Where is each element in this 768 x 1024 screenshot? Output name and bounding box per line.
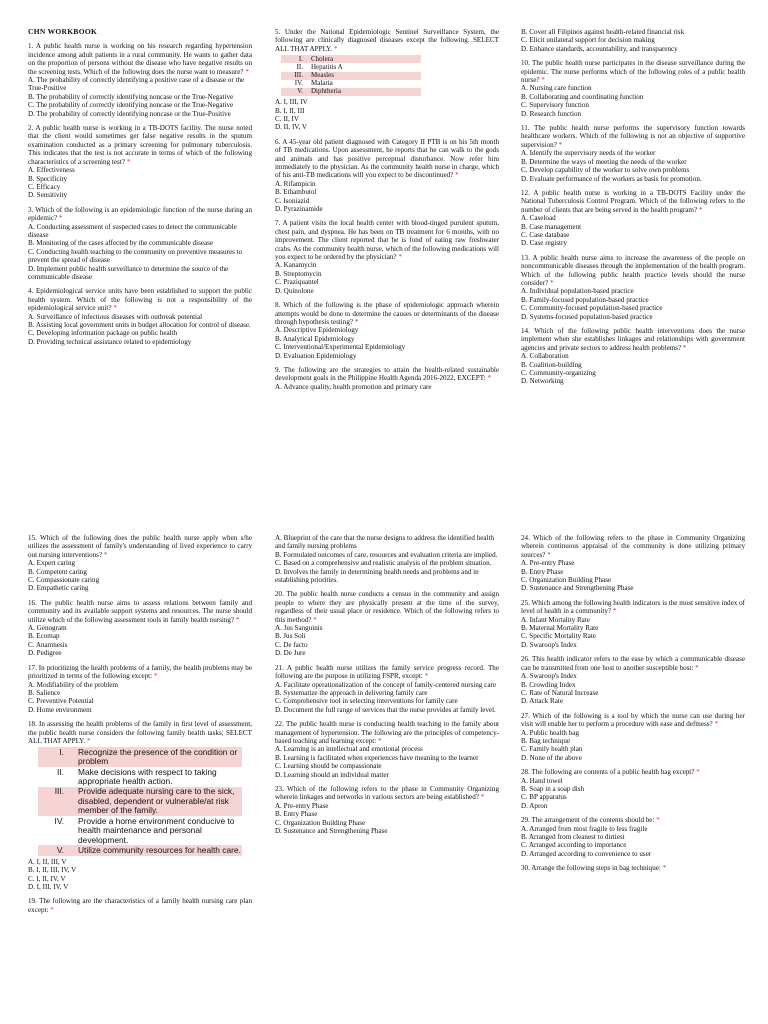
answer-option: D. Empathetic caring (28, 584, 89, 593)
required-asterisk: * (153, 672, 158, 681)
question-block (521, 655, 745, 705)
item-text: Diphtheria (311, 87, 341, 96)
answer-option: C. Family health plan (521, 745, 583, 754)
answer-option: B. Learning is facilitated when experiences have meaning to the learner (275, 753, 479, 762)
answer-option: A. Jus Sanguinis (275, 624, 323, 633)
answer-option: B. I, II, III (275, 106, 305, 115)
question-block (275, 301, 499, 360)
answer-option: D. Attack Rate (521, 697, 563, 706)
question-stem (521, 124, 745, 149)
answer-option: C. Supervisory function (521, 101, 589, 110)
question-block (521, 124, 745, 183)
answer-option: A. Kanamycin (275, 261, 317, 270)
workbook-title: CHN WORKBOOK (28, 27, 98, 36)
question-9-continued (521, 28, 745, 53)
answer-option: A. Swaroop's Index (521, 672, 577, 681)
required-asterisk: * (235, 615, 240, 624)
answer-option: C. Preventive Potential (28, 697, 94, 706)
answer-option: C. Case database (521, 230, 570, 239)
question-list (28, 534, 252, 914)
answer-option: B. Specificity (28, 174, 68, 183)
answer-option: A. The probability of correctly identifying a positive case of a disease or the True-Positive (28, 76, 245, 93)
roman-list-item (38, 787, 242, 816)
item-text: Measles (311, 70, 334, 79)
question-block (28, 206, 252, 282)
required-asterisk: * (455, 171, 459, 180)
answer-option: D. Evaluate performance of the workers as basis for promotion. (521, 174, 702, 183)
question-stem (521, 655, 745, 672)
answer-option: B. Streptomycin (275, 269, 322, 278)
question-block (521, 534, 745, 593)
item-text: Hepatitis A (311, 62, 343, 71)
answer-option: C. Praziquantel (275, 278, 319, 287)
required-asterisk: * (354, 317, 359, 326)
roman-numeral: III. (294, 70, 303, 79)
question-text: 24. Which of the following refers to the phase in Community Organizing wherein continuous appraisal of the community is done utilizing primary sources? (521, 534, 745, 559)
roman-numeral: V. (297, 87, 303, 96)
question-block (521, 768, 745, 810)
answer-option: B. I, II, III, IV, V (28, 866, 77, 875)
question-block (521, 816, 745, 858)
item-text: Utilize community resources for health care. (78, 844, 241, 855)
question-block (521, 712, 745, 762)
answer-option: D. Sustenance and Strengthening Phase (521, 584, 634, 593)
answer-option: C. Conducting health teaching to the community on preventive measures to prevent the spread of disease (28, 247, 243, 265)
answer-option: D. Pedigree (28, 649, 62, 658)
roman-numeral-list (281, 55, 421, 96)
answer-option: B. Arranged from cleanest to dirtiest (521, 833, 625, 841)
question-stem (521, 327, 745, 352)
question-block (28, 720, 252, 891)
answer-option: A. I, II, III, V (28, 857, 67, 866)
roman-list-item (38, 816, 242, 845)
question-text: 29. The arrangement of the contents should be: (521, 816, 655, 825)
question-text: 30. Arrange the following steps in bag technique: (521, 864, 661, 873)
question-block (28, 897, 252, 914)
required-asterisk: * (662, 864, 667, 873)
question-text: 9. The following are the strategies to attain the health-related sustainable development goals in the Philippine Health Agenda 2016-2022, EXCEPT: (275, 365, 499, 383)
answer-option: A. Expert caring (28, 559, 76, 568)
required-asterisk: * (682, 343, 687, 352)
item-text: Recognize the presence of the condition or problem (78, 746, 238, 767)
option: D. Enhance standards, accountability, and transparency (521, 44, 678, 53)
answer-option: B. Collaborating and coordinating function (521, 92, 644, 101)
required-asterisk: * (424, 672, 429, 681)
answer-option: D. Apron (521, 801, 548, 810)
question-text: 28. The following are contents of a public health bag except? (521, 768, 695, 777)
question-block (275, 785, 499, 835)
answer-option: A. Nursing care function (521, 84, 592, 93)
question-list (28, 42, 252, 346)
page-1-column-1 (28, 28, 252, 352)
answer-option: B. Family-focused population-based practice (521, 295, 649, 304)
answer-option: A. Advance quality, health promotion and primary care (275, 382, 432, 391)
roman-list-item (38, 845, 242, 855)
required-asterisk: * (113, 304, 117, 313)
answer-option: D. Systems-focused population-based practice (521, 312, 653, 321)
answer-option: A. Pre-entry Phase (275, 801, 329, 810)
answer-option: D. De Jure (275, 649, 306, 658)
answer-option: D. Involves the family in determining health needs and problems and in establishing priorities. (275, 567, 479, 585)
required-asterisk: * (656, 816, 660, 825)
question-text: 5. Under the National Epidemiologic Sentinel Surveillance System, the following are clinically diagnosed diseases except the following. SELECT ALL THAT APPLY. (275, 28, 499, 53)
question-stem (275, 590, 499, 624)
question-block (275, 590, 499, 657)
page-2-column-2 (275, 534, 499, 841)
page-1-column-3 (521, 28, 745, 392)
question-stem (521, 59, 745, 84)
answer-option: C. Organization Building Phase (275, 818, 366, 827)
question-stem (275, 664, 499, 681)
roman-numeral: II. (296, 62, 303, 71)
answer-option: C. Community-focused population-based practice (521, 304, 663, 313)
answer-option: B. Jus Soli (275, 632, 306, 641)
required-asterisk: * (698, 205, 703, 214)
question-text: 22. The public health nurse is conducting health teaching to the family about management of hypertension. The following are the principles of competency-based teaching and learning except: (275, 720, 499, 745)
answer-option: B. Coalition-building (521, 360, 582, 369)
question-stem (28, 599, 252, 624)
question-block (275, 720, 499, 779)
answer-option: B. Determine the ways of meeting the needs of the worker (521, 157, 687, 166)
required-asterisk: * (50, 905, 54, 914)
answer-option: D. Document the full range of services that the nurse provides at family level. (275, 705, 496, 714)
question-block (275, 28, 499, 132)
question-stem (275, 301, 499, 326)
answer-option: A. Learning is an intellectual and emotional process (275, 745, 423, 754)
required-asterisk: * (714, 720, 718, 729)
required-asterisk: * (696, 768, 700, 777)
required-asterisk: * (103, 550, 108, 559)
answer-option: A. Individual population-based practice (521, 287, 634, 296)
question-block (521, 254, 745, 321)
roman-list-item (38, 767, 242, 787)
question-text: 10. The public health nurse participates in the disease surveillance during the epidemic. The nurse performs which of the following roles of a public health nurse? (521, 59, 745, 85)
question-stem (275, 366, 499, 383)
question-stem (28, 664, 252, 681)
page-2-column-1 (28, 534, 252, 920)
answer-option: D. Home environment (28, 705, 92, 714)
answer-option: D. Providing technical assistance related to epidemiology (28, 337, 192, 346)
answer-option: B. Case management (521, 222, 582, 231)
answer-option: A. Hand towel (521, 776, 563, 785)
answer-option: C. Develop capability of the worker to solve own problems (521, 166, 690, 175)
question-stem (521, 189, 745, 214)
question-stem (521, 864, 745, 872)
question-block (521, 599, 745, 649)
answer-option: A. Identify the supervisory needs of the worker (521, 149, 656, 158)
answer-option: C. Community-organizing (521, 369, 596, 378)
required-asterisk: * (313, 615, 317, 624)
answer-option: D. Research function (521, 109, 582, 118)
required-asterisk: * (541, 76, 545, 85)
required-asterisk: * (126, 157, 131, 166)
answer-option: A. Collaboration (521, 352, 569, 361)
answer-option: C. BP apparatus (521, 793, 567, 802)
question-block (275, 366, 499, 391)
question-block (28, 124, 252, 200)
answer-option: C. Interventional/Experimental Epidemiology (275, 343, 406, 352)
required-asterisk: * (558, 140, 563, 149)
question-block (521, 327, 745, 386)
answer-option: A. Effectiveness (28, 166, 75, 175)
answer-option: C. Efficacy (28, 182, 61, 191)
roman-list-item (281, 88, 421, 96)
question-text: 19. The following are the characteristics of a family health nursing care plan except: (28, 897, 252, 914)
answer-option: C. II, IV (275, 114, 300, 123)
question-block (275, 138, 499, 214)
answer-option: A. Genogram (28, 624, 67, 633)
roman-numeral: III. (54, 786, 64, 797)
question-text: 21. A public health nurse utilizes the family service progress record. The following are the purpose in utilizing FSPR, except: (275, 663, 499, 681)
answer-option: B. Monitoring of the cases affected by the communicable disease (28, 239, 214, 248)
question-block (521, 59, 745, 118)
item-text: Provide adequate nursing care to the sick, disabled, dependent or vulnerable/at risk member of the family. (78, 786, 235, 816)
question-block (275, 664, 499, 714)
question-text: 1. A public health nurse is working on his research regarding hypertension incidence among adult patients in a rural community. He wants to gather data on the proportion of persons without the disease who have negative results on the screening tests. Which of the following does the nurse want to measure? (28, 42, 252, 76)
page-2-column-3 (521, 534, 745, 879)
answer-option: B. Entry Phase (521, 567, 564, 576)
question-text: 15. Which of the following does the public health nurse apply when s/he utilizes the assessment of family's understanding of lived experience to carry out nursing interventions? (28, 534, 252, 559)
answer-option: C. The probability of correctly identifying noncase or the True-Negative (28, 101, 234, 110)
required-asterisk: * (245, 67, 249, 76)
option: C. Elicit unilateral support for decision making (521, 36, 655, 45)
question-stem (521, 768, 745, 776)
question-stem (521, 816, 745, 824)
answer-option: D. Networking (521, 377, 564, 386)
answer-option: B. Ecomap (28, 632, 60, 641)
answer-option: D. Case registry (521, 239, 567, 248)
question-list (275, 28, 499, 391)
question-stem (28, 42, 252, 76)
question-stem (28, 534, 252, 559)
answer-option: D. Sustenance and Strengthening Phase (275, 827, 388, 835)
question-stem (275, 28, 499, 53)
answer-option: C. Rate of Natural Increase (521, 688, 599, 697)
question-text: 27. Which of the following is a tool by which the nurse can use during her visit will enable her to perform a procedure with ease and deftness? (521, 711, 745, 729)
answer-option: B. Analytical Epidemiology (275, 334, 355, 343)
question-stem (28, 897, 252, 914)
answer-option: D. None of the above (521, 753, 582, 762)
answer-option: A. Surveillance of infectious diseases with outbreak potential (28, 312, 203, 321)
question-list (275, 534, 499, 835)
question-block (28, 42, 252, 118)
answer-option: C. Comprehensive tool in selecting interventions for family care (275, 697, 458, 706)
answer-option: A. Rifampicin (275, 179, 316, 188)
question-stem (521, 254, 745, 288)
required-asterisk: * (333, 44, 338, 53)
question-block (275, 219, 499, 295)
answer-option: D. Implement public health surveillance to determine the source of the communicable disease (28, 264, 229, 281)
question-list (521, 59, 745, 386)
answer-option: C. Organization Building Phase (521, 576, 612, 585)
required-asterisk: * (549, 278, 554, 287)
answer-option: A. Blueprint of the care that the nurse designs to address the identified health and family nursing problems (275, 534, 495, 551)
question-text: 11. The public health nurse performs the supervisory function towards healthcare workers. Which of the following is not an objective of supportive supervision? (521, 124, 745, 149)
answer-option: B. Competent caring (28, 567, 87, 576)
answer-option: D. Quinolone (275, 286, 314, 295)
question-stem (275, 785, 499, 802)
answer-option: B. Ethambutol (275, 188, 317, 197)
answer-option: B. Soap in a soap dish (521, 784, 585, 793)
required-asterisk: * (58, 214, 63, 223)
answer-option: A. Conducting assessment of suspected cases to detect the communicable disease (28, 222, 237, 239)
item-text: Cholera (311, 54, 334, 63)
answer-option: A. Pre-entry Phase (521, 559, 575, 568)
answer-option: A. Caseload (521, 214, 556, 223)
question-text: 4. Epidemiological service units have been established to support the public health system. Which of the following is not a responsibility of the epidemiological service unit? (28, 287, 252, 313)
question-text: 12. A public health nurse is working in a TB-DOTS Facility under the National Tuberculosis Control Program. Which of the following refers to the number of clients that are being served in the health program? (521, 188, 745, 214)
question-block (521, 189, 745, 248)
answer-option: D. The probability of correctly identifying noncase or the True-Positive (28, 109, 231, 118)
answer-option: B. Salience (28, 688, 61, 697)
question-stem (28, 287, 252, 312)
question-text: 6. A 45-year old patient diagnosed with Category II PTB is on his 5th month of TB medications. Upon assessment, he reports that he can walk to the gods and animals and has positive perceptual disturbance. Now refer him immediately to the physician. As the community health nurse in charge, which of his anti-TB medications will you expect to be discontinued? (275, 137, 499, 180)
question-stem (275, 138, 499, 180)
question-block (28, 287, 252, 346)
item-text: Provide a home environment conducive to health maintenance and personal development. (78, 815, 235, 845)
required-asterisk: * (695, 663, 699, 672)
answer-option: C. Learning should be compassionate (275, 762, 382, 771)
answer-option: B. Crowding Index (521, 680, 576, 689)
answer-option: A. I, III, IV (275, 98, 308, 107)
roman-numeral-list (38, 747, 242, 855)
answer-option: A. Modifiability of the problem (28, 680, 119, 689)
answer-option: B. The probability of correctly identifying noncase or the True-Negative (28, 92, 234, 101)
question-block (28, 599, 252, 658)
question-text: 18. In assessing the health problems of the family in first level of assessment, the public health nurse considers the following family health tasks; SELECT ALL THAT APPLY. (28, 720, 252, 745)
item-text: Make decisions with respect to taking appropriate health action. (78, 766, 217, 787)
answer-option: C. Specific Mortality Rate (521, 632, 596, 641)
answer-option: C. Isoniazid (275, 196, 310, 205)
answer-option: C. I, II, IV, V (28, 874, 66, 883)
answer-option: D. II, IV, V (275, 123, 308, 132)
required-asterisk: * (86, 736, 91, 745)
roman-numeral: V. (56, 844, 64, 855)
roman-numeral: IV. (54, 815, 64, 826)
question-stem (28, 206, 252, 223)
answer-option: A. Descriptive Epidemiology (275, 326, 359, 335)
question-block (275, 534, 499, 584)
question-text: 2. A public health nurse is working in a TB-DOTS facility. The nurse noted that the client would sometimes get false negative results in the sputum examination conducted as a primary screening for pulmonary tuberculosis. This indicates that the test is not accurate in terms of which of the following characteristics of a screening test? (28, 124, 252, 166)
answer-option: A. Infant Mortality Rate (521, 615, 590, 624)
answer-option: D. Sensitivity (28, 191, 68, 200)
item-text: Malaria (311, 79, 333, 88)
question-text: 7. A patient visits the local health center with blood-tinged purulent sputum, chest pain, and dyspnea. He has been on TB treatment for 6 months, with no improvement. The client reported that he is fond of eating raw freshwater crabs. As the community health nurse, which of the following medications will you expect to be ordered by the physician? (275, 219, 500, 262)
question-list (521, 534, 745, 873)
roman-numeral: I. (298, 54, 303, 63)
question-stem (28, 720, 252, 745)
answer-option: C. De facto (275, 640, 308, 649)
page-2 (0, 512, 768, 1024)
answer-option: A. Facilitate operationalization of the concept of family-centered nursing care (275, 680, 496, 689)
question-text: 14. Which of the following public health interventions does the nurse implement when she establishes linkages and relationships with government agencies and private sectors to address health problems? (521, 327, 745, 352)
question-stem (28, 124, 252, 166)
answer-option: A. Public health bag (521, 728, 579, 737)
option: B. Cover all Filipinos against health-related financial risk (521, 28, 685, 36)
answer-option: D. Pyrazinamide (275, 205, 323, 214)
answer-option: D. I, III, IV, V (28, 883, 69, 892)
answer-option: C. Anamnesis (28, 640, 68, 649)
page-1-column-2 (275, 28, 499, 397)
answer-option: D. Swaroop's Index (521, 640, 577, 649)
answer-option: A. Arranged from most fragile to less fragile (521, 824, 648, 833)
question-block (28, 664, 252, 714)
question-stem (521, 712, 745, 729)
answer-option: B. Entry Phase (275, 810, 318, 819)
question-stem (275, 720, 499, 745)
answer-option: C. Compassionate caring (28, 576, 100, 585)
question-block (521, 864, 745, 872)
question-text: 16. The public health nurse aims to assess relations between family and community and its available support systems and resources. The nurse should utilize which of the following assessment tools in family health nursing? (28, 598, 252, 624)
required-asterisk: * (487, 374, 491, 383)
answer-option: D. Evaluation Epidemiology (275, 351, 357, 360)
required-asterisk: * (378, 736, 382, 745)
answer-option: C. Developing information package on public health (28, 329, 178, 338)
roman-list-item (38, 747, 242, 767)
answer-option: B. Assisting local government units in budget allocation for control of disease. (28, 321, 251, 329)
question-text: 23. Which of the following refers to the phase in Community Organizing wherein linkages and networks in various sectors are being established? (275, 784, 499, 802)
question-text: 13. A public health nurse aims to increase the awareness of the people on noncommunicable diseases through the implementation of the health program. Which of the following public health practice levels should the nurse consider? (521, 253, 745, 287)
question-stem (521, 599, 745, 616)
answer-option: B. Formulated outcomes of care, resources and evaluation criteria are implied. (275, 550, 498, 559)
required-asterisk: * (547, 550, 551, 559)
question-text: 20. The public health nurse conducts a census in the community and assign people to where they are physically present at the time of the survey, regardless of their usual place or residence. Which of the following refers to this method? (275, 590, 499, 624)
required-asterisk: * (612, 607, 617, 616)
required-asterisk: * (480, 793, 485, 802)
answer-option: C. Based on a comprehensive and realistic analysis of the problem situation. (275, 559, 492, 568)
answer-option: B. Systematize the approach in delivering family care (275, 688, 428, 697)
roman-numeral: II. (57, 766, 64, 777)
question-stem (275, 219, 499, 261)
answer-option: D. Arranged according to convenience to user (521, 849, 652, 858)
roman-numeral: IV. (294, 79, 303, 88)
question-text: 17. In prioritizing the health problems of a family, the health problems may be prioritized in terms of the following except: (28, 663, 252, 681)
question-text: 8. Which of the following is the phase of epidemiologic approach wherein attempts would be done to determine the causes or determinants of the disease through hypothesis testing? (275, 301, 499, 326)
roman-numeral: I. (59, 746, 64, 757)
answer-option: B. Bag technique (521, 736, 571, 745)
answer-option: B. Maternal Mortality Rate (521, 624, 599, 633)
question-text: 3. Which of the following is an epidemiologic function of the nurse during an epidemic? (28, 205, 252, 223)
question-text: 26. This health indicator refers to the ease by which a communicable disease can be transmitted from one host to another susceptible host: (521, 655, 745, 672)
answer-option: D. Learning should an individual matter (275, 770, 389, 779)
answer-option: C. Arranged according to importance (521, 841, 627, 850)
question-stem (521, 534, 745, 559)
question-text: 25. Which among the following health indicators is the most sensitive index of level of health in a community? (521, 598, 745, 616)
question-block (28, 534, 252, 593)
required-asterisk: * (398, 253, 402, 262)
